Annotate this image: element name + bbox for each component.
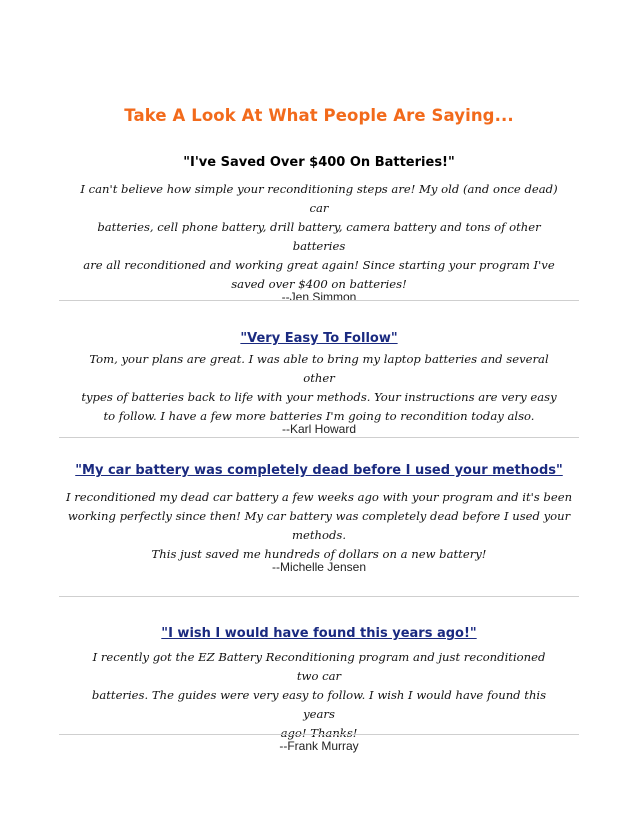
testimonial-text-line: are all reconditioned and working great again! Since starting your program I've bbox=[83, 258, 555, 272]
testimonial-text-line: to follow. I have a few more batteries I'm going to recondition today also. bbox=[103, 409, 535, 423]
testimonial-text-line: methods. bbox=[291, 528, 347, 542]
divider bbox=[59, 300, 579, 301]
testimonial-2 bbox=[80, 331, 558, 436]
page-heading: Take A Look At What People Are Saying... bbox=[124, 106, 514, 125]
testimonial-text-line: I recently got the EZ Battery Reconditioning program and just reconditioned two car bbox=[92, 650, 546, 683]
testimonial-author: --Frank Murray bbox=[279, 739, 359, 753]
testimonial-title-wrapper bbox=[80, 626, 558, 642]
testimonial-title-link[interactable]: "I wish I would have found this years ago!" bbox=[161, 626, 477, 641]
divider bbox=[59, 437, 579, 438]
divider bbox=[59, 734, 579, 735]
testimonial-title: "I've Saved Over $400 On Batteries!" bbox=[183, 155, 455, 170]
testimonial-text-line: types of batteries back to life with your methods. Your instructions are very easy bbox=[81, 390, 557, 404]
testimonial-text-line: I reconditioned my dead car battery a few weeks ago with your program and it's been bbox=[65, 490, 573, 504]
testimonial-text-line: batteries. The guides were very easy to follow. I wish I would have found this years bbox=[91, 688, 547, 721]
testimonial-title-wrapper bbox=[60, 463, 578, 479]
testimonial-author: --Michelle Jensen bbox=[271, 560, 367, 574]
testimonial-author: --Jen Simmon bbox=[281, 290, 357, 304]
testimonial-text-line: batteries, cell phone battery, drill battery, camera battery and tons of other batteries bbox=[97, 220, 541, 253]
testimonial-title-wrapper bbox=[80, 331, 558, 347]
testimonial-text-line: This just saved me hundreds of dollars on a new battery! bbox=[151, 547, 487, 561]
testimonial-author: --Karl Howard bbox=[281, 422, 356, 436]
testimonial-1 bbox=[80, 155, 558, 304]
testimonial-title-link[interactable]: "My car battery was completely dead before I used your methods" bbox=[75, 463, 563, 478]
testimonial-title-link[interactable]: "Very Easy To Follow" bbox=[240, 331, 398, 346]
testimonial-text-line: Tom, your plans are great. I was able to bring my laptop batteries and several other bbox=[89, 352, 549, 385]
testimonial-text-line: working perfectly since then! My car battery was completely dead before I used your bbox=[67, 509, 571, 523]
testimonial-text-line: I can't believe how simple your reconditioning steps are! My old (and once dead) car bbox=[80, 182, 558, 215]
testimonial-text-line: ago! Thanks! bbox=[280, 726, 358, 740]
divider bbox=[59, 596, 579, 597]
testimonial-3 bbox=[60, 463, 578, 574]
testimonial-text-line: saved over $400 on batteries! bbox=[231, 277, 407, 291]
